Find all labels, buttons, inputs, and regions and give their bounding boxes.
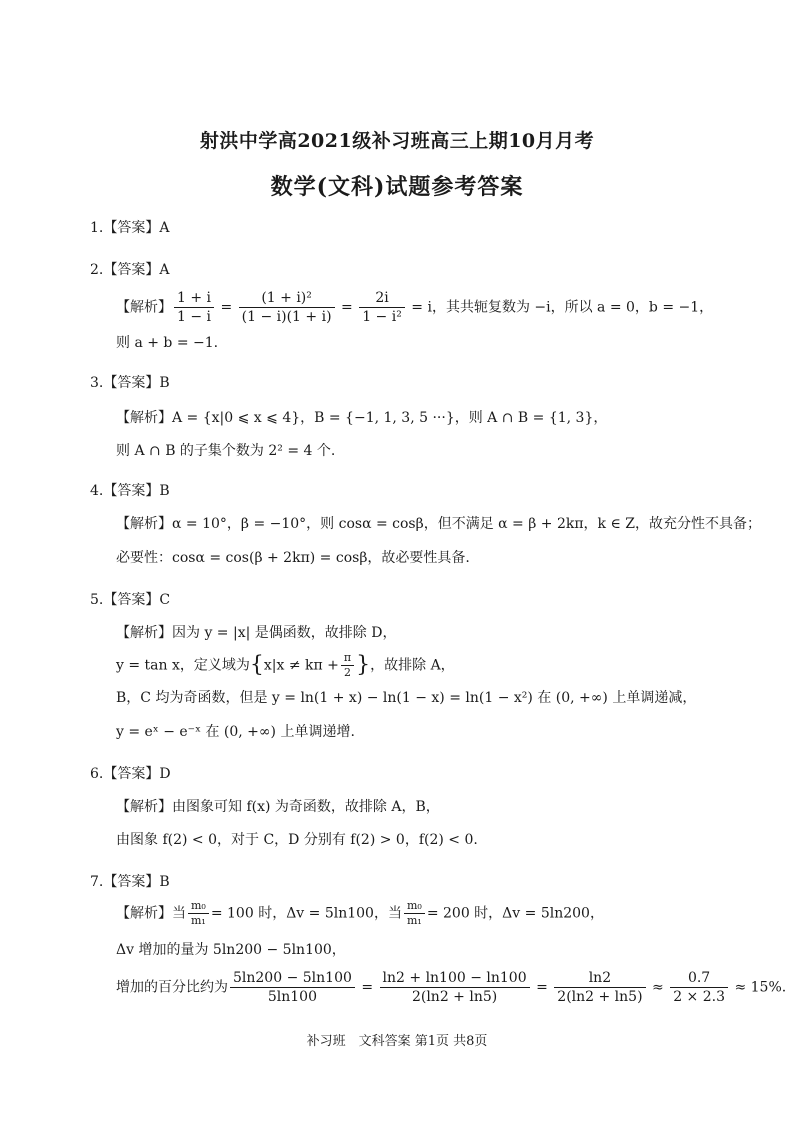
q5-solution-line4: y = eˣ − e⁻ˣ 在 (0, +∞) 上单调递增. [116, 724, 355, 740]
q7-solution-line1: 【解析】当 $\frac{\text{m₀}}{\text{m₁}}$ = 100 时，Δv = 5ln100，当 $\frac{\text{m₀}}{\text{m₁}}$ = 200 时，Δv = 5ln200， [116, 899, 604, 927]
q4-answer: 4.【答案】B [90, 483, 170, 499]
q2-label: 【解析】 [116, 299, 172, 316]
school-title: 射洪中学高2021级补习班高三上期10月月考 [199, 130, 595, 152]
q1-answer: 1.【答案】A [90, 220, 170, 236]
q5-pi-frac: $\frac{\pi}{2}$ [341, 652, 354, 679]
q7-mass-frac-b: $\frac{\text{m₀}}{\text{m₁}}$ [404, 900, 425, 927]
q3-answer: 3.【答案】B [90, 375, 170, 391]
q7-solution-line2: Δv 增加的量为 5ln200 − 5ln100， [116, 942, 346, 958]
q2-frac3: $\frac{2i}{\text{1 − i²}}$ [359, 290, 405, 325]
q7-solution-line3: 增加的百分比约为 $\frac{5\ln 200 - 5\ln 100}{5\ln 100}$ = $\frac{\ln 2 + \ln 100 - \ln 100}{2(\ln 2 + \ln 5)}$ = $\frac{\ln 2}{2(\ln 2 + \ln 5)}$ ≈ $\frac{0.7}{2 \times 2.3}$ ≈ 15%. [116, 970, 787, 1005]
subject-title: 数学(文科)试题参考答案 [270, 174, 524, 200]
q3-solution-line2: 则 A ∩ B 的子集个数为 2² = 4 个. [116, 443, 336, 459]
q6-solution-line2: 由图象 f(2) < 0，对于 C，D 分别有 f(2) > 0，f(2) < 0. [116, 832, 478, 848]
q5-solution-line1: 【解析】因为 y = |x| 是偶函数，故排除 D， [116, 625, 397, 641]
q5-solution-line3: B，C 均为奇函数，但是 y = ln(1 + x) − ln(1 − x) = ln(1 − x²) 在 (0, +∞) 上单调递减， [116, 690, 697, 706]
q2-tail: = i，其共轭复数为 −i，所以 a = 0，b = −1， [411, 299, 714, 316]
q4-solution-line2: 必要性：cosα = cos(β + 2kπ) = cosβ，故必要性具备. [116, 550, 470, 566]
q2-solution-line2: 则 a + b = −1. [116, 335, 219, 351]
q3-solution-line1: 【解析】A = {x|0 ⩽ x ⩽ 4}，B = {−1, 1, 3, 5 ···}，则 A ∩ B = {1, 3}， [116, 410, 608, 426]
q7-mass-frac-a: $\frac{\text{m₀}}{\text{m₁}}$ [188, 900, 209, 927]
q6-answer: 6.【答案】D [90, 766, 171, 782]
q5-answer: 5.【答案】C [90, 592, 171, 608]
q2-frac2: $\frac{\text{(1 + i)²}}{(1 - i)(1 + i)}$ [239, 290, 335, 325]
q2-frac1: $\frac{1 + i}{1 - i}$ [174, 290, 214, 325]
page-footer: 补习班 文科答案 第1页 共8页 [306, 1034, 488, 1049]
q5-solution-line2: y = tan x，定义域为{x|x ≠ kπ + $\frac{\pi}{2}$ }，故排除 A， [116, 651, 455, 679]
q2-answer: 2.【答案】A [90, 262, 170, 278]
q6-solution-line1: 【解析】由图象可知 f(x) 为奇函数，故排除 A，B， [116, 799, 440, 815]
q7-frac4: $\frac{0.7}{2 \times 2.3}$ [670, 970, 728, 1005]
q7-frac2: $\frac{\ln 2 + \ln 100 - \ln 100}{2(\ln 2 + \ln 5)}$ [380, 970, 530, 1005]
q7-frac3: $\frac{\ln 2}{2(\ln 2 + \ln 5)}$ [554, 970, 645, 1005]
q7-frac1: $\frac{5\ln 200 - 5\ln 100}{5\ln 100}$ [230, 970, 355, 1005]
q4-solution-line1: 【解析】α = 10°，β = −10°，则 cosα = cosβ，但不满足 α = β + 2kπ，k ∈ Z，故充分性不具备； [116, 516, 762, 532]
q7-answer: 7.【答案】B [90, 874, 170, 890]
q2-solution-line1: 【解析】 $\frac{1 + i}{1 - i}$ = $\frac{\text{(1 + i)²}}{(1 - i)(1 + i)}$ = $\frac{2i}{\text{1 − i²}}$ = i，其共轭复数为 −i，所以 a = 0，b = −1， [116, 290, 714, 325]
